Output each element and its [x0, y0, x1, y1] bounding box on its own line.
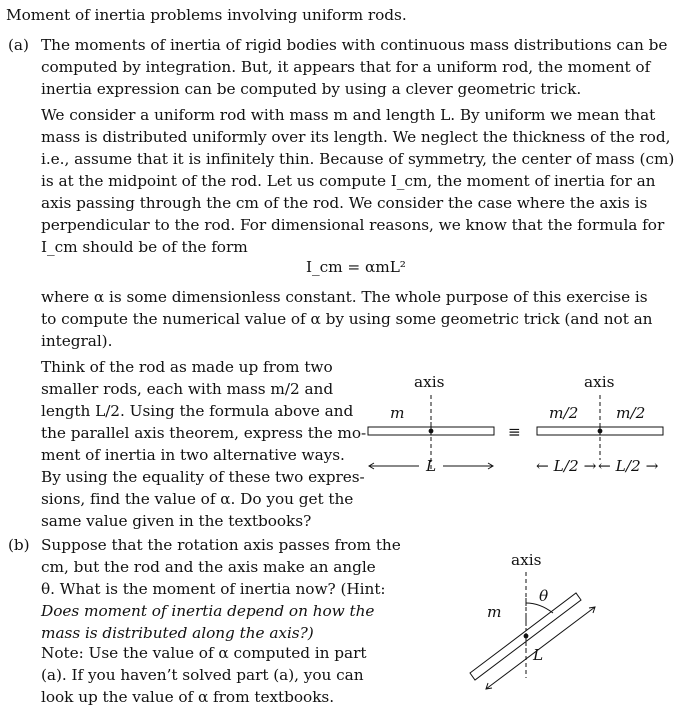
part-a-purpose-line: to compute the numerical value of α by using some geometric trick (and not an: [41, 310, 653, 328]
mass-label: m: [390, 404, 405, 422]
part-b-line: Suppose that the rotation axis passes from the: [41, 536, 401, 554]
part-a-method-line: same value given in the textbooks?: [41, 512, 312, 530]
angle-label: θ: [539, 587, 549, 605]
part-a-method-line: sions, find the value of α. Do you get the: [41, 490, 354, 508]
half-mass-label: m/2: [549, 404, 579, 422]
part-a-method-line: length L/2. Using the formula above and: [41, 402, 354, 420]
part-a-method-line: the parallel axis theorem, express the mo-: [41, 424, 367, 442]
half-mass-label: m/2: [616, 404, 646, 422]
length-label: L: [426, 457, 437, 475]
length-label: L: [533, 646, 544, 664]
part-b-marker: (b): [8, 536, 30, 554]
axis-label: axis: [511, 551, 542, 569]
part-a-method-line: Think of the rod as made up from two: [41, 358, 333, 376]
part-b-line: Does moment of inertia depend on how the: [41, 602, 375, 620]
part-b-line: (a). If you haven’t solved part (a), you can: [41, 666, 364, 684]
center-of-mass-dot: [524, 634, 529, 639]
part-a-purpose-line: integral).: [41, 332, 113, 350]
part-a-marker: (a): [8, 36, 29, 54]
part-a-setup-line: We consider a uniform rod with mass m and length L. By uniform we mean that: [41, 106, 656, 124]
part-a-setup-line: I_cm should be of the form: [41, 238, 248, 256]
part-a-setup-line: is at the midpoint of the rod. Let us compute I_cm, the moment of inertia for an: [41, 172, 656, 190]
part-a-setup-line: perpendicular to the rod. For dimensional reasons, we know that the formula for: [41, 216, 665, 234]
part-a-method-line: smaller rods, each with mass m/2 and: [41, 380, 334, 398]
part-a-setup-line: i.e., assume that it is infinitely thin. Because of symmetry, the center of mass (cm): [41, 150, 675, 168]
part-b-line: mass is distributed along the axis?): [41, 624, 314, 642]
part-a-setup-line: axis passing through the cm of the rod. We consider the case where the axis is: [41, 194, 648, 212]
part-a-purpose-line: where α is some dimensionless constant. The whole purpose of this exercise is: [41, 288, 648, 306]
equation-icm: I_cm = αmL²: [306, 258, 406, 276]
part-b-line: cm, but the rod and the axis make an angle: [41, 558, 376, 576]
part-b-line: Note: Use the value of α computed in part: [41, 644, 367, 662]
half-length-label: ← L/2 →: [536, 457, 597, 475]
part-a-method-line: By using the equality of these two expres-: [41, 468, 365, 486]
part-a-intro-line: The moments of inertia of rigid bodies with continuous mass distributions can be: [41, 36, 668, 54]
part-a-setup-line: mass is distributed uniformly over its length. We neglect the thickness of the rod,: [41, 128, 671, 146]
part-a-intro-line: computed by integration. But, it appears that for a uniform rod, the moment of: [41, 58, 651, 76]
axis-label: axis: [584, 373, 615, 391]
half-length-label: ← L/2 →: [598, 457, 659, 475]
axis-label: axis: [414, 373, 445, 391]
part-b-line: look up the value of α from textbooks.: [41, 688, 335, 706]
mass-label: m: [487, 603, 502, 621]
part-b-line: θ. What is the moment of inertia now? (Hint:: [41, 580, 386, 598]
part-a-intro-line: inertia expression can be computed by using a clever geometric trick.: [41, 80, 582, 98]
document-title: Moment of inertia problems involving uniform rods.: [6, 6, 407, 24]
part-a-method-line: ment of inertia in two alternative ways.: [41, 446, 345, 464]
equivalence-symbol: ≡: [508, 423, 521, 441]
